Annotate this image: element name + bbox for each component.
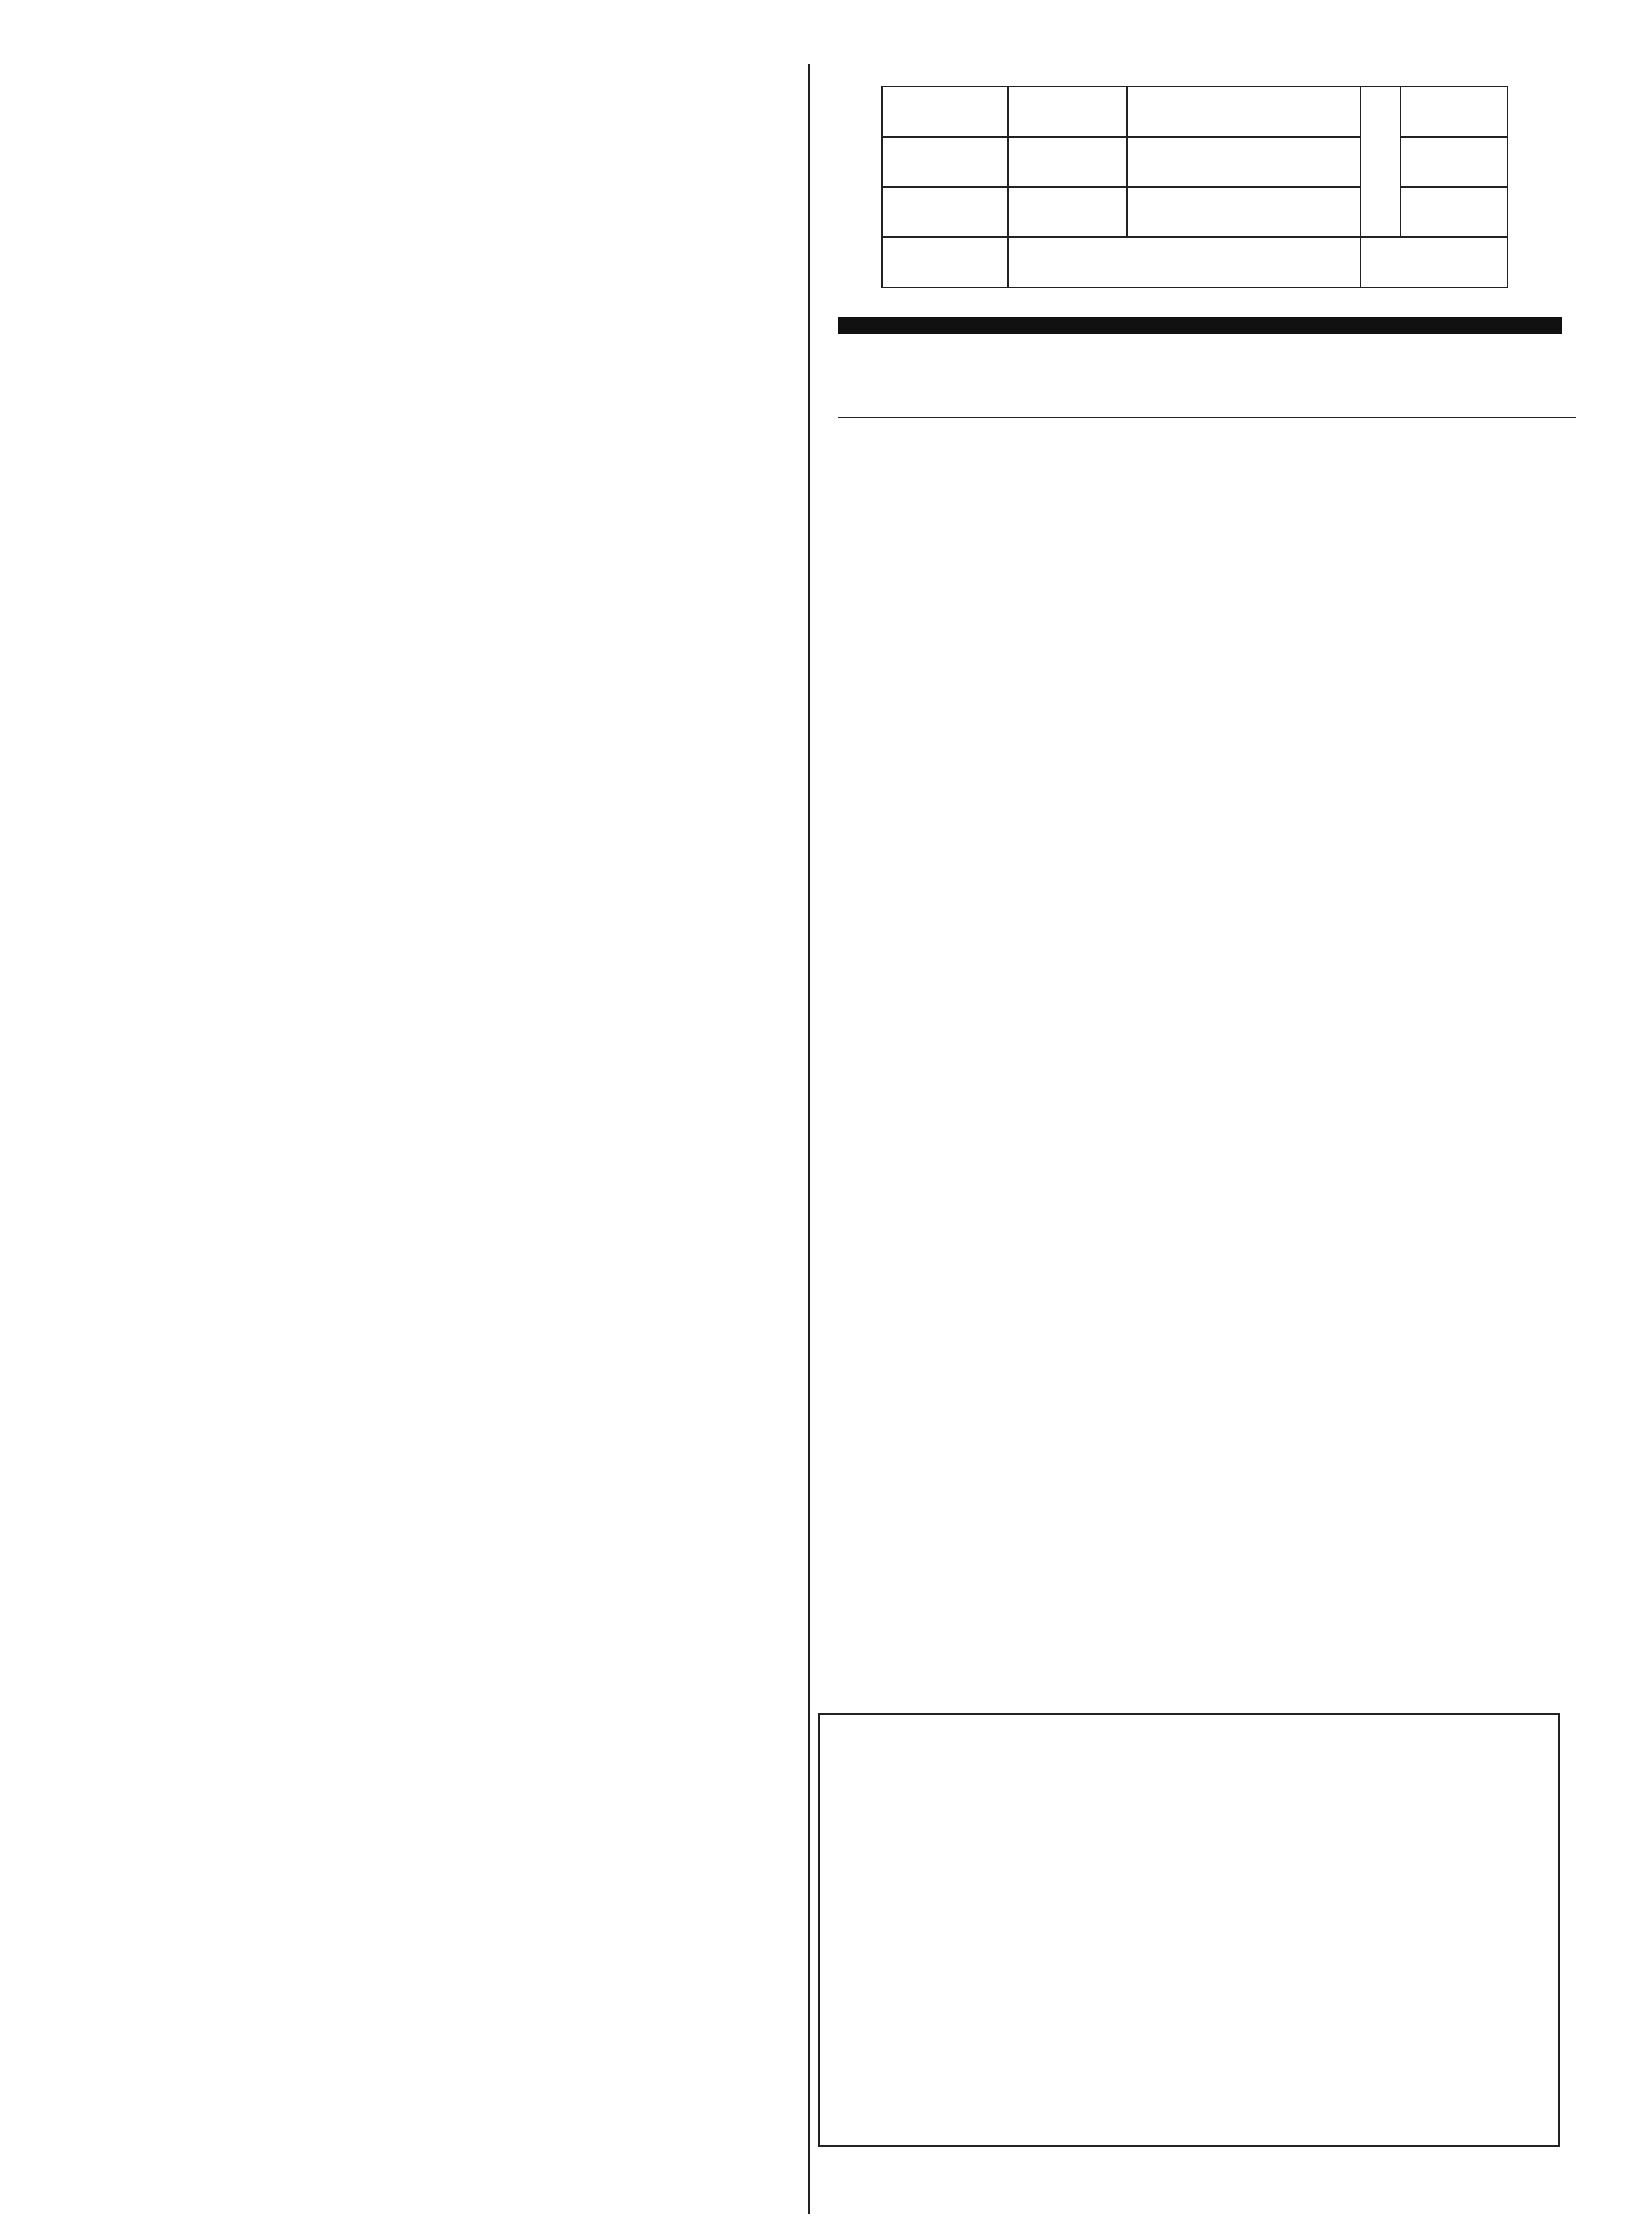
plaats-2-value [1401,137,1507,187]
km-tijd-label [1127,187,1360,237]
tips-table [838,363,1583,1151]
column-divider [808,64,810,2214]
super-trio-notice [818,1713,1560,2147]
trio-value [1360,237,1507,287]
nr-label [1008,87,1127,137]
koppel-value [1008,237,1360,287]
race-program [14,59,795,70]
nr-label [1008,187,1127,237]
results-table [881,86,1508,288]
tweede-label [882,137,1008,187]
koppel-label [882,237,1008,287]
right-column [838,86,1583,1151]
tot-tijd-label [1127,137,1360,187]
plaats-vertical [1360,87,1401,237]
tips-divider [838,417,1576,418]
plaats-3-value [1401,187,1507,237]
winnaar-label [882,87,1008,137]
winnend-label [1127,87,1360,137]
plaats-1-value [1401,87,1507,137]
derde-label [882,187,1008,237]
nr-label [1008,137,1127,187]
section-banner [838,317,1562,334]
